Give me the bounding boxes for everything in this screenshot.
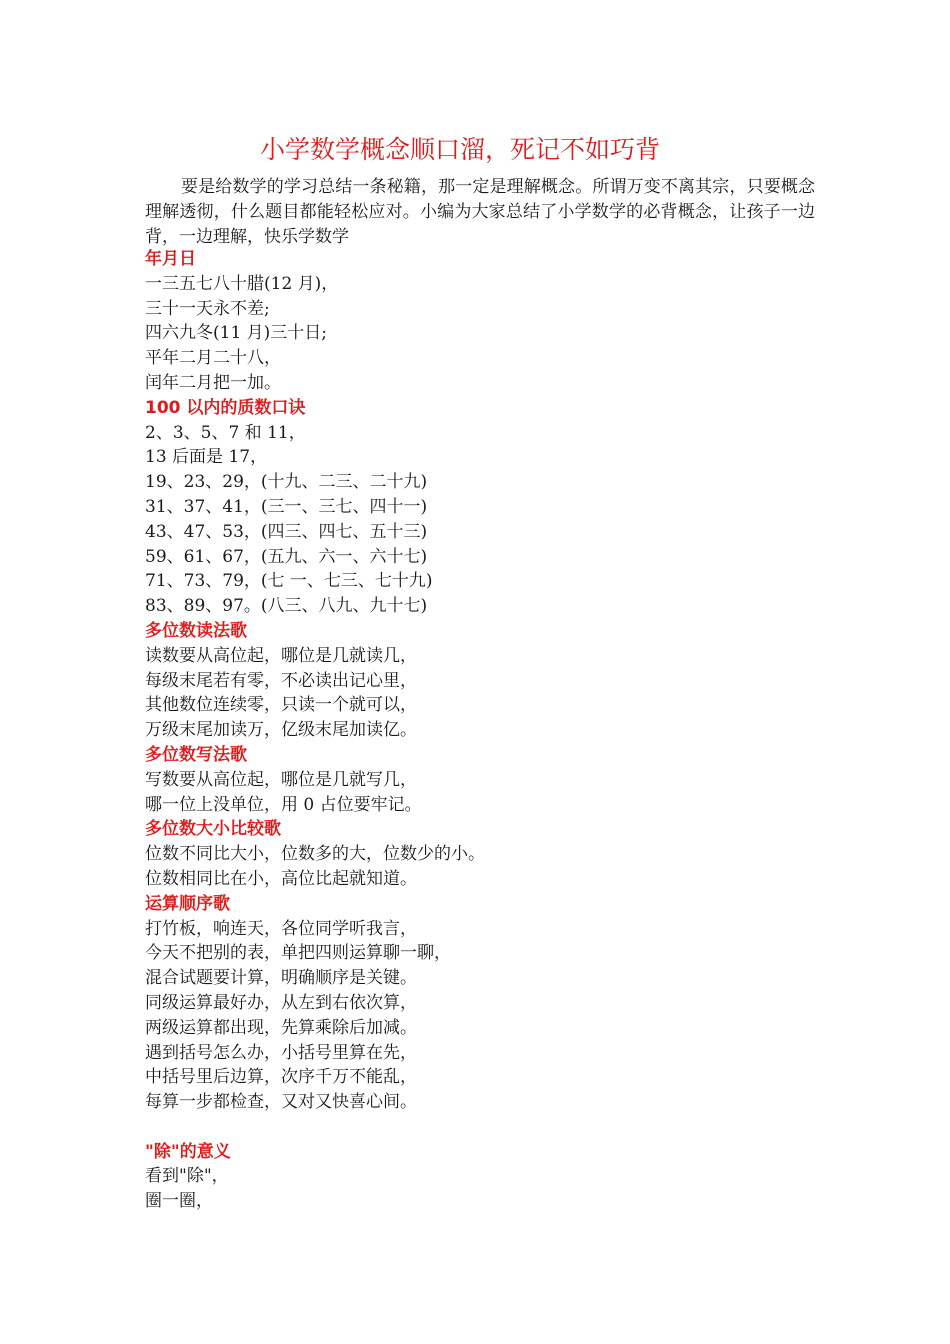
document-body	[145, 247, 825, 1214]
section-heading: 多位数写法歌	[145, 744, 247, 765]
verse-line: 哪一位上没单位，用 0 占位要牢记。	[145, 794, 422, 815]
verse-line: 中括号里后边算，次序千万不能乱，	[145, 1067, 417, 1088]
verse-line: 今天不把别的表，单把四则运算聊一聊，	[145, 943, 451, 964]
verse-line: 打竹板，响连天，各位同学听我言，	[145, 918, 417, 939]
verse-line: 混合试题要计算，明确顺序是关键。	[145, 968, 417, 989]
section-heading: 100 以内的质数口诀	[145, 397, 306, 418]
section-heading: 年月日	[145, 249, 196, 269]
verse-line: 一三五七八十腊(12 月)，	[145, 273, 339, 294]
verse-line: 平年二月二十八，	[145, 348, 281, 369]
verse-line: 59、61、67，(五九、六一、六十七)	[145, 546, 428, 567]
document-title: 小学数学概念顺口溜，死记不如巧背	[259, 135, 660, 164]
verse-line: 43、47、53，(四三、四七、五十三)	[145, 521, 428, 542]
verse-line: 83、89、97。(八三、八九、九十七)	[145, 596, 428, 617]
verse-line: 两级运算都出现，先算乘除后加减。	[145, 1017, 417, 1038]
verse-line: 同级运算最好办，从左到右依次算，	[145, 992, 417, 1013]
verse-line: 13 后面是 17，	[145, 447, 268, 468]
section-heading: 多位数读法歌	[145, 620, 247, 641]
verse-line: 71、73、79，(七 一、七三、七十九)	[145, 571, 433, 592]
intro-paragraph: 要是给数学的学习总结一条秘籍，那一定是理解概念。所谓万变不离其宗，只要概念理解透彻，什么题目都能轻松应对。小编为大家总结了小学数学的必背概念，让孩子一边背，一边理解，快乐学数学	[145, 177, 815, 247]
verse-line: 每级末尾若有零，不必读出记心里，	[145, 670, 417, 691]
verse-line: 位数相同比在小，高位比起就知道。	[145, 868, 417, 889]
verse-line: 31、37、41，(三一、三七、四十一)	[145, 496, 428, 517]
verse-line: 三十一天永不差;	[145, 298, 270, 319]
verse-line: 其他数位连续零，只读一个就可以，	[145, 695, 417, 716]
verse-line: 遇到括号怎么办，小括号里算在先，	[145, 1042, 417, 1063]
section-heading: 运算顺序歌	[145, 893, 230, 914]
verse-line: 19、23、29，(十九、二三、二十九)	[145, 472, 428, 493]
verse-line: 2、3、5、7 和 11，	[145, 422, 306, 443]
verse-line: 位数不同比大小，位数多的大，位数少的小。	[145, 844, 485, 865]
verse-line: 圈一圈，	[145, 1191, 213, 1212]
verse-line: 每算一步都检查，又对又快喜心间。	[145, 1092, 417, 1113]
verse-line: 看到"除"，	[145, 1166, 229, 1187]
section-heading: "除"的意义	[145, 1141, 231, 1162]
verse-line: 闰年二月把一加。	[145, 372, 281, 393]
verse-line: 写数要从高位起，哪位是几就写几，	[145, 769, 417, 790]
verse-line: 四六九冬(11 月)三十日;	[145, 323, 328, 344]
verse-line: 读数要从高位起，哪位是几就读几，	[145, 645, 417, 666]
blank-line	[145, 1115, 825, 1140]
section-heading: 多位数大小比较歌	[145, 819, 281, 840]
verse-line: 万级末尾加读万，亿级末尾加读亿。	[145, 720, 417, 741]
